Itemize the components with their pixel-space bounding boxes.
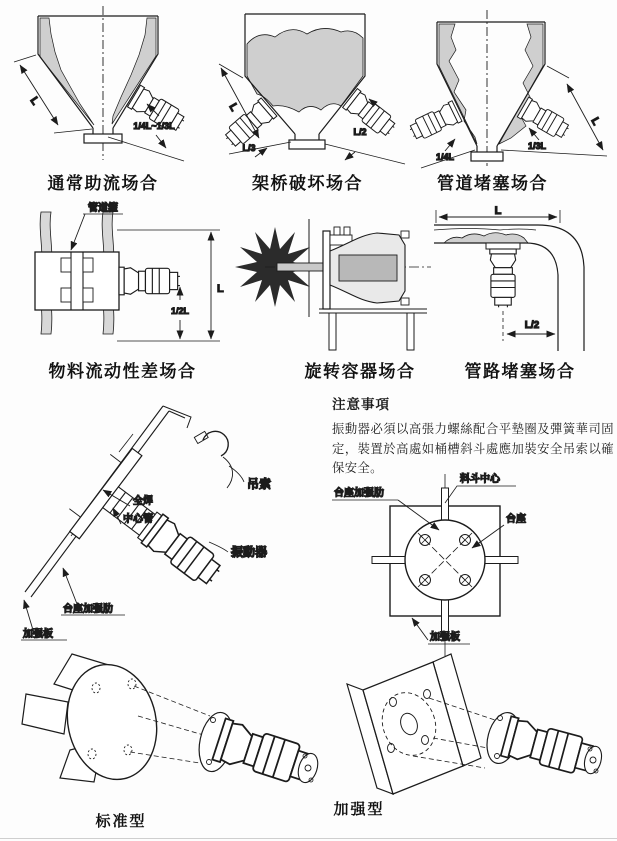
vibrator-icon <box>141 514 226 591</box>
diagram-reinforced-type <box>335 648 615 803</box>
mount-plate <box>323 231 330 309</box>
material-layer <box>444 233 528 243</box>
diagram-top-mount <box>330 468 615 663</box>
label-base-rib: 台座加强肋 <box>334 488 384 499</box>
diagram-bridge-break <box>205 4 410 166</box>
notes-body: 振動器必須以高張力螺絲配合平墊圈及彈簧華司固定，裝置於高處如桶槽斜斗處應加裝安全吊索以確保安全。 <box>332 422 614 476</box>
shackle-icon <box>203 431 228 456</box>
dim-label-half: L/2 <box>524 320 540 331</box>
label-plate: 加强板 <box>430 632 460 643</box>
base-ring <box>405 520 485 600</box>
rib-tab <box>442 488 449 522</box>
dim-label-l2: L/2 <box>353 127 367 137</box>
label-full-weld: 全焊 <box>133 496 153 507</box>
vibrator-icon <box>490 249 516 307</box>
page-bottom-rule <box>0 838 617 839</box>
diagram-rotary <box>235 205 435 351</box>
diagram-side-mount <box>15 400 330 660</box>
dim-label-l: L <box>27 94 42 108</box>
vibrator-icon <box>343 89 400 141</box>
rib-tab <box>442 600 449 634</box>
notes-title: 注意事項 <box>332 397 390 412</box>
vibrator-core <box>339 255 397 281</box>
rib-tab <box>484 557 518 564</box>
label-center-tube: 中心管 <box>123 514 153 525</box>
label-sling: 吊索 <box>247 477 272 491</box>
dim-label-l: L <box>494 205 502 217</box>
hopper-spout <box>289 140 325 149</box>
diagram-duct-block <box>415 4 615 172</box>
stand-leg <box>407 313 414 350</box>
leader-line <box>445 486 516 503</box>
sling-rope <box>223 457 233 488</box>
label-pipe-clamp: 管道箍 <box>88 203 118 214</box>
label-base: 台座 <box>506 514 526 525</box>
dim-label-range: 1/4L~1/3L <box>133 121 175 131</box>
dim-label-l: L <box>226 101 241 114</box>
caption-duct-block: 管道堵塞场合 <box>437 174 548 193</box>
vibrator-icon <box>407 101 462 144</box>
caption-standard-type: 标准型 <box>95 813 147 830</box>
diagram-poor-flow <box>15 200 230 350</box>
vibrator-icon <box>119 267 180 295</box>
label-base-rib: 台座加强肋 <box>63 604 113 615</box>
dim-label-half: 1/2L <box>170 306 190 316</box>
vibrator-icon <box>517 97 572 142</box>
leader-line <box>209 542 228 552</box>
caption-poor-flow: 物料流动性差场合 <box>48 362 197 381</box>
vibrator-flange <box>486 243 520 249</box>
leader-line <box>71 214 85 250</box>
material-layer <box>499 24 543 144</box>
caption-bridge-break: 架桥破坏场合 <box>252 174 363 193</box>
diagram-normal-flow <box>8 4 198 166</box>
caption-rotary: 旋转容器场合 <box>304 362 416 381</box>
label-vibrator: 振動器 <box>231 545 268 559</box>
label-plate: 加强板 <box>23 629 53 640</box>
dim-label-l3: L/3 <box>242 143 256 153</box>
notes-block <box>332 393 614 479</box>
label-hopper-center: 料斗中心 <box>460 474 500 485</box>
dim-label-l: L <box>217 283 224 295</box>
diagram-pipe-block <box>430 205 610 351</box>
caption-pipe-block: 管路堵塞场合 <box>464 362 576 381</box>
dim-label-l: L <box>588 115 603 128</box>
stand-leg <box>329 313 336 350</box>
hopper-spout <box>84 134 122 143</box>
diagram-standard-type <box>20 650 322 810</box>
hopper-spout <box>471 152 503 161</box>
rib-tab <box>372 557 406 564</box>
pipe-clamp <box>35 252 119 310</box>
material-bridge <box>247 28 363 112</box>
vibrator-icon <box>501 716 599 779</box>
dim-label-third: 1/3L <box>527 141 547 151</box>
mount-assembly <box>59 440 247 618</box>
dim-label-quarter: 1/4L <box>435 152 455 162</box>
caption-reinforced-type: 加强型 <box>333 801 385 818</box>
bracket-fin <box>22 694 68 734</box>
caption-normal-flow: 通常助流场合 <box>47 174 159 193</box>
